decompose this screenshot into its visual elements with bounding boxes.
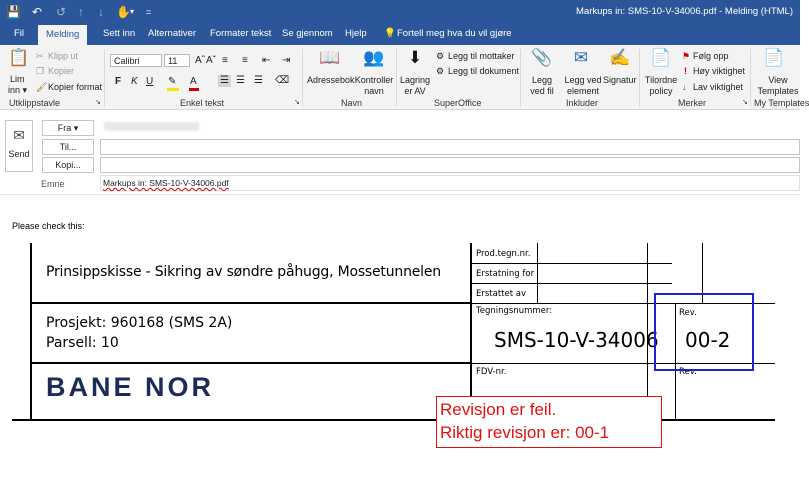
check-names-icon[interactable]: 👥 <box>363 48 385 67</box>
tab-file[interactable]: Fil <box>14 28 25 39</box>
drawing-divider-horizontal-1 <box>32 302 472 304</box>
group-separator <box>639 49 640 107</box>
group-label-templates: My Templates <box>754 98 809 108</box>
tab-options[interactable]: Alternativer <box>148 28 197 39</box>
tab-insert[interactable]: Sett inn <box>103 28 136 39</box>
align-right-icon[interactable]: ☰ <box>254 75 263 86</box>
low-importance-button[interactable]: Lav viktighet <box>693 82 744 92</box>
format-painter-icon[interactable]: 🖌 <box>36 82 48 92</box>
drawing-number-label: Tegningsnummer: <box>476 306 553 316</box>
markup-text-line-1: Revisjon er feil. <box>440 400 557 419</box>
numbering-icon[interactable]: ≡ <box>242 55 248 66</box>
group-label-include: Inkluder <box>566 98 599 108</box>
basic-text-launcher-icon[interactable]: ↘ <box>294 99 300 106</box>
ribbon-tabs <box>0 24 800 45</box>
add-recipient-icon[interactable]: ⚙ <box>436 51 445 61</box>
down-arrow-icon[interactable]: ↓ <box>98 5 104 19</box>
paperclip-icon[interactable]: 📎 <box>531 48 553 67</box>
subject-label: Emne <box>41 179 65 189</box>
group-separator <box>750 49 751 107</box>
underline-button[interactable]: U <box>146 76 154 87</box>
bane-nor-logo: BANE NOR <box>46 372 215 402</box>
tags-launcher-icon[interactable]: ↘ <box>742 99 748 106</box>
cc-input[interactable] <box>100 157 800 173</box>
title-bar <box>0 0 800 24</box>
prod-no-label: Prod.tegn.nr. <box>476 249 531 259</box>
cut-icon[interactable]: ✂ <box>36 51 44 61</box>
clear-format-icon[interactable]: ⌫ <box>275 75 290 86</box>
window-title: Markups in: SMS-10-V-34006.pdf - Melding (HTML) <box>576 6 793 17</box>
italic-button[interactable]: K <box>131 76 138 87</box>
templates-icon[interactable]: 📄 <box>763 48 785 67</box>
paste-label-2[interactable]: inn ▾ <box>8 85 28 95</box>
replaced-by-label: Erstattet av <box>476 289 527 299</box>
grid-line <box>472 263 672 264</box>
tab-review[interactable]: Se gjennom <box>282 28 333 39</box>
revision-value: 00-2 <box>685 328 731 352</box>
subject-input[interactable] <box>100 175 800 191</box>
touch-mode-icon[interactable]: ✋ <box>116 5 131 19</box>
tell-me-search[interactable]: Fortell meg hva du vil gjøre <box>397 28 512 39</box>
bullets-icon[interactable]: ≡ <box>222 55 228 66</box>
lightbulb-icon: 💡 <box>384 28 396 39</box>
save-icon[interactable]: 💾 <box>6 5 21 19</box>
paste-icon[interactable]: 📋 <box>8 48 30 67</box>
subject-value: Markups in: SMS-10-V-34006.pdf <box>103 178 229 188</box>
signature-button[interactable]: Signatur <box>603 75 637 85</box>
add-document-icon[interactable]: ⚙ <box>436 66 445 76</box>
address-book-button[interactable]: Adressebok <box>307 75 355 85</box>
drawing-divider-vertical <box>470 243 472 421</box>
policy-icon[interactable]: 📄 <box>650 48 672 67</box>
fdv-number-label: FDV-nr. <box>476 367 507 377</box>
from-button[interactable] <box>42 120 94 136</box>
group-separator <box>104 49 105 107</box>
highlight-icon[interactable]: ✎ <box>168 76 177 87</box>
send-button[interactable] <box>5 120 33 172</box>
send-label: Send <box>8 149 30 159</box>
redo-icon[interactable]: ↺ <box>56 5 67 19</box>
copy-icon[interactable]: ❐ <box>36 66 45 76</box>
to-input[interactable] <box>100 139 800 155</box>
follow-up-button[interactable]: Følg opp <box>693 51 729 61</box>
cc-button[interactable]: Kopi... <box>42 157 94 173</box>
tab-message[interactable]: Melding <box>38 25 87 45</box>
compose-header <box>0 110 800 195</box>
shrink-font-icon[interactable]: Aˇ <box>206 55 216 66</box>
font-color-icon[interactable]: A <box>190 76 197 87</box>
view-templates-button[interactable]: View Templates <box>757 75 799 96</box>
group-label-clipboard: Utklippstavle <box>9 98 61 108</box>
group-separator <box>396 49 397 107</box>
signature-icon[interactable]: ✍ <box>609 48 631 67</box>
markup-rectangle <box>654 293 754 371</box>
drawing-divider-horizontal-2 <box>32 362 472 364</box>
drawing-title: Prinsippskisse - Sikring av søndre påhugg, Mossetunnelen <box>46 264 441 280</box>
drawing-project: Prosjekt: 960168 (SMS 2A) <box>46 315 233 331</box>
group-separator <box>520 49 521 107</box>
font-color-swatch <box>189 88 199 91</box>
replaces-label: Erstatning for <box>476 269 535 279</box>
save-av-button[interactable]: Lagring er AV <box>400 75 431 96</box>
save-av-icon[interactable]: ⬇ <box>407 48 423 67</box>
address-book-icon[interactable]: 📖 <box>319 48 341 67</box>
check-names-button[interactable]: Kontroller navn <box>354 75 394 96</box>
font-size-combo[interactable]: 11 <box>164 54 190 67</box>
from-label: Fra <box>57 123 72 133</box>
low-importance-icon[interactable]: ↓ <box>682 82 687 92</box>
group-label-names: Navn <box>341 98 363 108</box>
add-document-button[interactable]: Legg til dokument <box>448 66 520 76</box>
undo-icon[interactable]: ↶ <box>32 5 43 19</box>
tab-help[interactable]: Hjelp <box>345 28 367 39</box>
drawing-number: SMS-10-V-34006 <box>494 328 659 352</box>
bold-button[interactable]: F <box>115 76 122 87</box>
clipboard-launcher-icon[interactable]: ↘ <box>95 99 101 106</box>
revision-label-lower: Rev. <box>679 367 697 377</box>
group-label-tags: Merker <box>678 98 707 108</box>
markup-callout <box>436 396 662 448</box>
drawing-parcel: Parsell: 10 <box>46 335 119 351</box>
revision-label: Rev. <box>679 308 697 318</box>
format-painter-button[interactable]: Kopier format <box>48 82 103 92</box>
group-label-superoffice: SuperOffice <box>434 98 482 108</box>
message-body[interactable] <box>0 195 800 493</box>
group-separator <box>302 49 303 107</box>
attach-file-button[interactable]: Legg ved fil <box>530 75 554 96</box>
decrease-indent-icon[interactable]: ⇤ <box>262 55 271 66</box>
tab-format-text[interactable]: Formater tekst <box>210 28 272 39</box>
up-arrow-icon[interactable]: ↑ <box>78 5 84 19</box>
align-center-icon[interactable]: ☰ <box>236 75 245 86</box>
grid-line <box>537 243 538 303</box>
ribbon <box>0 45 809 110</box>
font-name-combo[interactable]: Calibri <box>110 54 162 67</box>
high-importance-button[interactable]: Høy viktighet <box>693 66 746 76</box>
drawing-image <box>12 243 775 465</box>
to-button[interactable]: Til... <box>42 139 94 155</box>
customize-toolbar-icon[interactable]: ▾ <box>130 7 135 16</box>
assign-policy-button[interactable]: Tilordne policy <box>644 75 678 96</box>
drawing-border-left <box>30 243 32 421</box>
paste-label-1[interactable]: Lim <box>10 74 25 84</box>
from-address-redacted <box>104 122 199 131</box>
chevron-down-icon: ▾ <box>73 123 79 133</box>
more-icon[interactable]: = <box>146 7 152 17</box>
high-importance-icon[interactable]: ! <box>684 66 687 76</box>
markup-text-line-2: Riktig revisjon er: 00-1 <box>440 423 610 442</box>
attach-item-icon[interactable]: ✉ <box>573 48 589 67</box>
increase-indent-icon[interactable]: ⇥ <box>282 55 291 66</box>
align-left-icon[interactable]: ☰ <box>220 75 229 86</box>
attach-item-button[interactable]: Legg ved element <box>564 75 602 96</box>
grid-line <box>472 283 672 284</box>
copy-button[interactable]: Kopier <box>48 66 75 76</box>
send-icon: ✉ <box>13 127 25 143</box>
add-recipient-button[interactable]: Legg til mottaker <box>448 51 515 61</box>
highlight-color-swatch <box>167 88 179 91</box>
body-intro-text: Please check this: <box>12 221 85 231</box>
follow-up-flag-icon[interactable]: ⚑ <box>682 51 691 61</box>
grow-font-icon[interactable]: Aˆ <box>195 55 205 66</box>
cut-button[interactable]: Klipp ut <box>48 51 79 61</box>
group-label-basic-text: Enkel tekst <box>180 98 225 108</box>
